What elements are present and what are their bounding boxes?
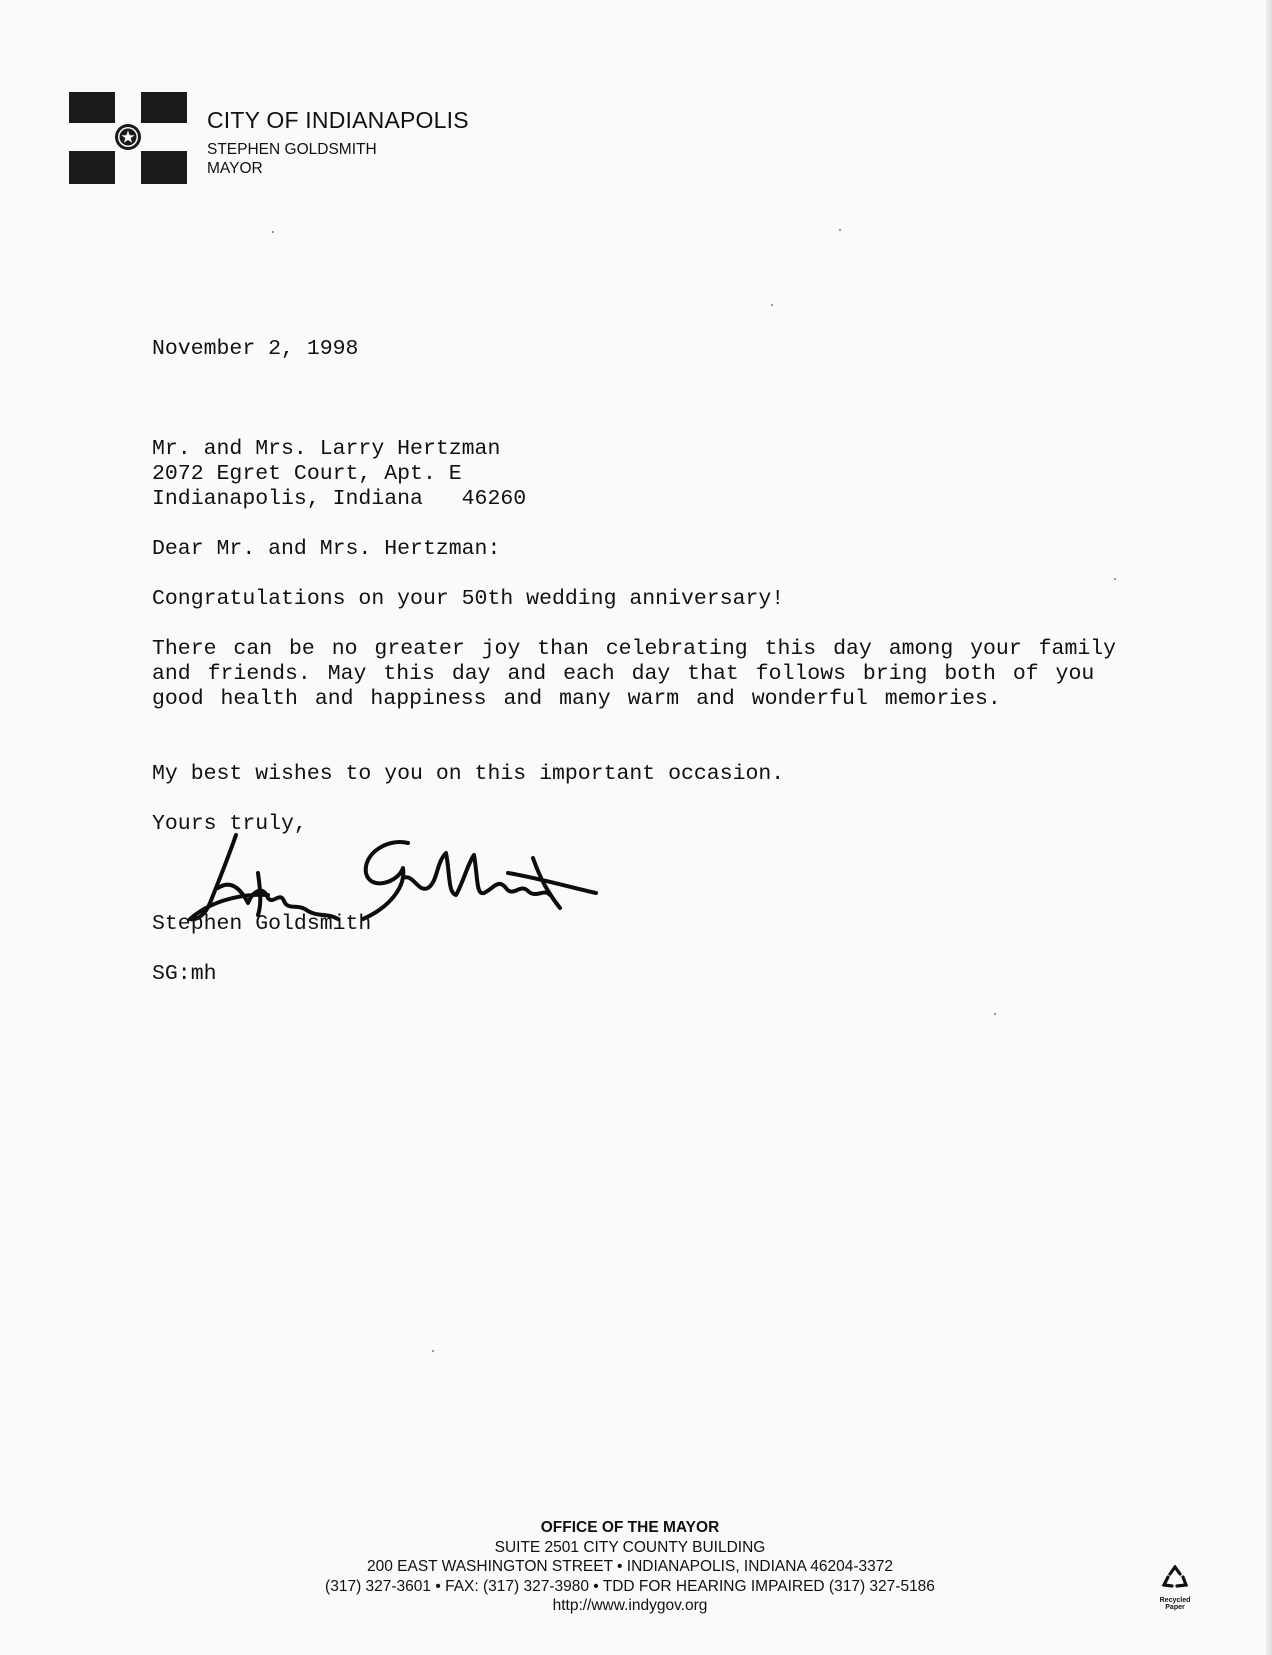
scan-speck (272, 231, 274, 233)
paragraph: There can be no greater joy than celebrating this day among your family and friends. May this day and each day that follows bring both of you good health and happiness and many warm and wonderful memories. (152, 637, 1117, 711)
footer-phones: (317) 327-3601 • FAX: (317) 327-3980 • TDD FOR HEARING IMPAIRED (317) 327-5186 (325, 1577, 935, 1595)
scan-speck (994, 1013, 996, 1015)
scan-speck (432, 1350, 434, 1352)
org-name: CITY OF INDIANAPOLIS (207, 107, 469, 133)
footer-office: OFFICE OF THE MAYOR (540, 1519, 720, 1536)
footer-street: 200 EAST WASHINGTON STREET • INDIANAPOLIS, INDIANA 46204-3372 (366, 1558, 894, 1575)
scan-speck (839, 229, 841, 231)
city-flag-star-icon (69, 92, 187, 184)
recipient-street: 2072 Egret Court, Apt. E (152, 462, 462, 486)
recipient-city: Indianapolis, Indiana 46260 (152, 487, 527, 511)
recipient-name: Mr. and Mrs. Larry Hertzman (152, 437, 501, 461)
scan-speck (771, 304, 773, 306)
page-edge (1266, 0, 1272, 1655)
salutation: Dear Mr. and Mrs. Hertzman: (152, 537, 501, 561)
handwritten-signature (188, 833, 598, 923)
recycle-icon (1161, 1578, 1189, 1595)
recycled-label: Recycled Paper (1159, 1597, 1191, 1611)
mayor-name: STEPHEN GOLDSMITH (207, 141, 377, 158)
signer-name: Stephen Goldsmith (152, 912, 372, 936)
footer (230, 1518, 1030, 1616)
reference-initials: SG:mh (152, 962, 217, 986)
footer-suite: SUITE 2501 CITY COUNTY BUILDING (494, 1538, 766, 1556)
footer-website: http://www.indygov.org (552, 1597, 708, 1614)
mayor-title: MAYOR (207, 160, 263, 177)
paragraph: Congratulations on your 50th wedding anniversary! (152, 587, 785, 611)
recycled-paper-badge (1155, 1565, 1195, 1611)
closing: Yours truly, (152, 812, 307, 836)
letter-date: November 2, 1998 (152, 337, 359, 361)
scan-speck (1114, 578, 1116, 580)
paragraph: My best wishes to you on this important occasion. (152, 762, 785, 786)
